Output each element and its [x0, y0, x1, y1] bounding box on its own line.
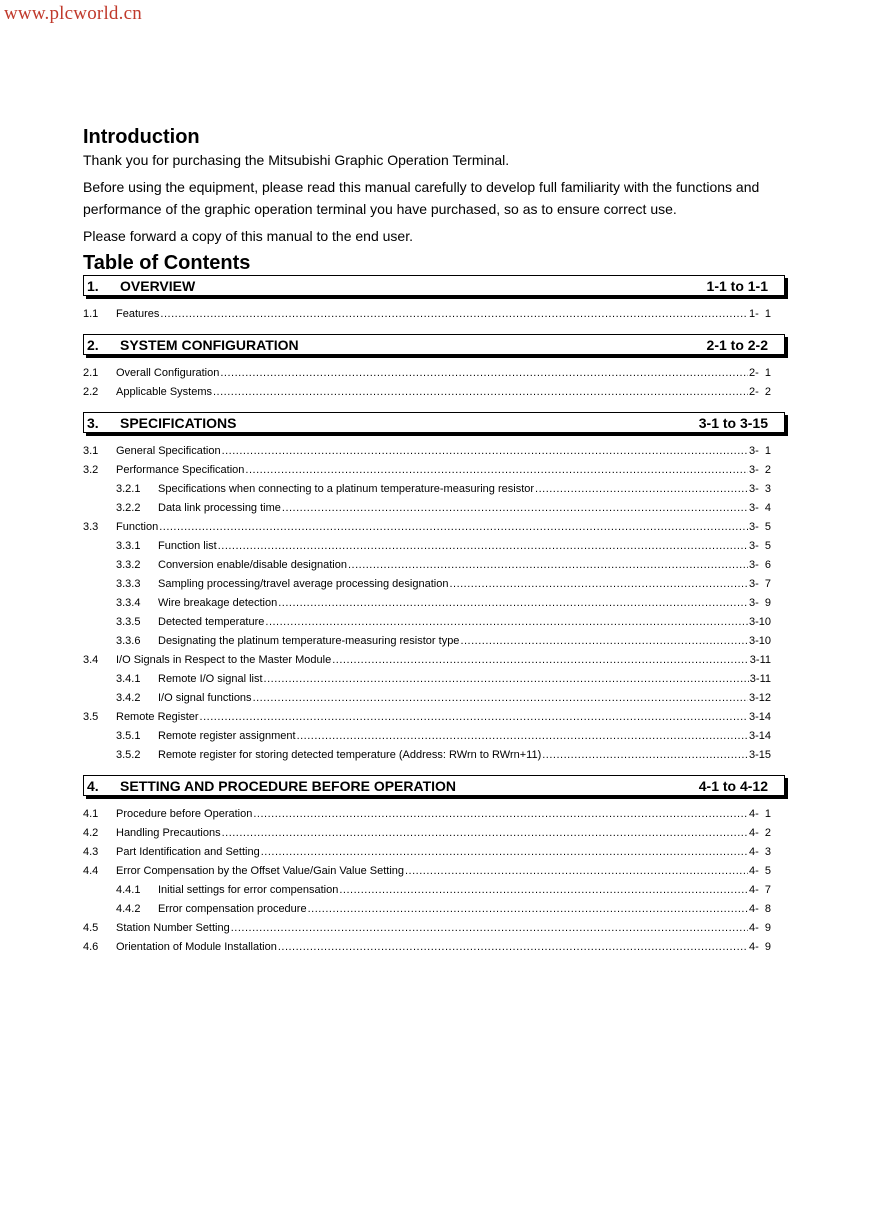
entry-page-number: 3- 4	[748, 502, 771, 514]
entry-title: Remote I/O signal list	[158, 673, 263, 685]
dot-leader	[535, 480, 748, 499]
toc-section-entry[interactable]	[83, 305, 771, 324]
entry-number: 3.3	[83, 521, 99, 533]
entry-page-number: 1- 1	[748, 308, 771, 320]
dot-leader	[282, 499, 748, 518]
entry-title: Designating the platinum temperature-measuring resistor type	[158, 635, 460, 647]
entry-title: Conversion enable/disable designation	[158, 559, 347, 571]
entry-number: 3.1	[83, 445, 99, 457]
dot-leader	[231, 919, 748, 938]
dot-leader	[159, 518, 748, 537]
chapter-title: SYSTEM CONFIGURATION	[120, 336, 299, 353]
toc-section-entry[interactable]	[83, 442, 771, 461]
entry-title: Wire breakage detection	[158, 597, 278, 609]
chapter-spacer	[83, 957, 793, 967]
entry-page-number: 3- 3	[748, 483, 771, 495]
dot-leader	[213, 383, 748, 402]
entry-title: Function	[116, 521, 159, 533]
toc-title: Table of Contents	[83, 252, 251, 274]
entry-number: 3.3.4	[116, 597, 141, 609]
entry-page-number: 4- 2	[748, 827, 771, 839]
chapter-title: SPECIFICATIONS	[120, 414, 237, 431]
toc-subsection-entry[interactable]	[83, 594, 771, 613]
toc-chapter	[83, 775, 793, 967]
entry-number: 3.3.3	[116, 578, 141, 590]
toc-chapter	[83, 412, 793, 775]
chapter-spacer	[83, 402, 793, 412]
entry-page-number: 4- 9	[748, 941, 771, 953]
entry-title: Remote Register	[116, 711, 199, 723]
dot-leader	[220, 364, 748, 383]
toc-subsection-entry[interactable]	[83, 480, 771, 499]
toc-subsection-entry[interactable]	[83, 727, 771, 746]
entry-number: 4.1	[83, 808, 99, 820]
entry-number: 4.4.2	[116, 903, 141, 915]
entry-number: 3.3.5	[116, 616, 141, 628]
entry-page-number: 2- 1	[748, 367, 771, 379]
toc-subsection-entry[interactable]	[83, 499, 771, 518]
entry-title: Detected temperature	[158, 616, 265, 628]
entry-number: 3.2.1	[116, 483, 141, 495]
entry-number: 3.4.2	[116, 692, 141, 704]
entry-page-number: 3-15	[748, 749, 771, 761]
toc-subsection-entry[interactable]	[83, 575, 771, 594]
toc-subsection-entry[interactable]	[83, 900, 771, 919]
entry-title: Remote register assignment	[158, 730, 296, 742]
entry-number: 3.3.1	[116, 540, 141, 552]
entry-title: Part Identification and Setting	[116, 846, 260, 858]
entry-page-number: 3- 5	[748, 521, 771, 533]
entry-title: Sampling processing/travel average processing designation	[158, 578, 449, 590]
dot-leader	[218, 537, 748, 556]
entry-number: 3.5.2	[116, 749, 141, 761]
dot-leader	[253, 805, 748, 824]
entry-title: Applicable Systems	[116, 386, 212, 398]
dot-leader	[245, 461, 748, 480]
toc-section-entry[interactable]	[83, 364, 771, 383]
entry-title: Function list	[158, 540, 217, 552]
entry-title: Station Number Setting	[116, 922, 230, 934]
toc-subsection-entry[interactable]	[83, 613, 771, 632]
dot-leader	[222, 442, 748, 461]
entry-page-number: 4- 7	[748, 884, 771, 896]
intro-paragraph: Thank you for purchasing the Mitsubishi Graphic Operation Terminal.	[83, 152, 510, 168]
entry-number: 3.5	[83, 711, 99, 723]
entry-number: 1.1	[83, 308, 99, 320]
toc-section-entry[interactable]	[83, 862, 771, 881]
intro-title: Introduction	[83, 126, 200, 148]
intro-paragraph: Please forward a copy of this manual to the end user.	[83, 228, 413, 244]
entry-number: 2.2	[83, 386, 99, 398]
toc-subsection-entry[interactable]	[83, 746, 771, 765]
table-of-contents	[83, 275, 793, 967]
entry-number: 3.3.6	[116, 635, 141, 647]
chapter-page-range: 4-1 to 4-12	[698, 777, 768, 794]
entry-number: 3.4.1	[116, 673, 141, 685]
chapter-heading[interactable]	[83, 334, 785, 355]
entry-page-number: 2- 2	[748, 386, 771, 398]
dot-leader	[261, 843, 748, 862]
toc-chapter	[83, 334, 793, 412]
entry-number: 4.2	[83, 827, 99, 839]
toc-section-entry[interactable]	[83, 651, 771, 670]
entry-page-number: 3- 9	[748, 597, 771, 609]
entry-number: 3.3.2	[116, 559, 141, 571]
chapter-spacer	[83, 324, 793, 334]
entry-title: Specifications when connecting to a platinum temperature-measuring resistor	[158, 483, 535, 495]
entry-number: 3.5.1	[116, 730, 141, 742]
entry-title: Handling Precautions	[116, 827, 221, 839]
entry-page-number: 4- 8	[748, 903, 771, 915]
chapter-number: 3.	[87, 414, 99, 431]
toc-subsection-entry[interactable]	[83, 556, 771, 575]
dot-leader	[332, 651, 749, 670]
entry-title: Error Compensation by the Offset Value/Gain Value Setting	[116, 865, 404, 877]
chapter-title: SETTING AND PROCEDURE BEFORE OPERATION	[120, 777, 457, 794]
entry-number: 4.5	[83, 922, 99, 934]
entry-number: 3.4	[83, 654, 99, 666]
entry-title: Data link processing time	[158, 502, 281, 514]
entry-page-number: 4- 9	[748, 922, 771, 934]
entry-title: I/O signal functions	[158, 692, 252, 704]
entry-title: Remote register for storing detected temperature (Address: RWrn to RWrn+11)	[158, 749, 542, 761]
intro-paragraph: Before using the equipment, please read this manual carefully to develop full familiarity with the functions and performance of the graphic operation terminal you have purchased, so as to ensure correct use.	[83, 179, 760, 217]
dot-leader	[160, 305, 748, 324]
dot-leader	[265, 613, 748, 632]
toc-section-entry[interactable]	[83, 518, 771, 537]
toc-section-entry[interactable]	[83, 805, 771, 824]
entry-page-number: 3- 2	[748, 464, 771, 476]
entry-number: 4.6	[83, 941, 99, 953]
entry-page-number: 3-12	[748, 692, 771, 704]
entry-page-number: 4- 3	[748, 846, 771, 858]
toc-subsection-entry[interactable]	[83, 689, 771, 708]
entry-title: Error compensation procedure	[158, 903, 307, 915]
entry-title: Overall Configuration	[116, 367, 220, 379]
entry-number: 2.1	[83, 367, 99, 379]
chapter-heading[interactable]	[83, 275, 785, 296]
entry-page-number: 3- 7	[748, 578, 771, 590]
toc-section-entry[interactable]	[83, 938, 771, 957]
entry-title: I/O Signals in Respect to the Master Module	[116, 654, 332, 666]
entry-page-number: 3-10	[748, 616, 771, 628]
entry-title: General Specification	[116, 445, 221, 457]
toc-subsection-entry[interactable]	[83, 881, 771, 900]
chapter-page-range: 1-1 to 1-1	[706, 277, 768, 294]
entry-number: 3.2.2	[116, 502, 141, 514]
entry-title: Procedure before Operation	[116, 808, 253, 820]
entry-page-number: 3-10	[748, 635, 771, 647]
chapter-number: 4.	[87, 777, 99, 794]
page-content	[83, 126, 793, 967]
toc-subsection-entry[interactable]	[83, 632, 771, 651]
dot-leader	[308, 900, 748, 919]
chapter-number: 2.	[87, 336, 99, 353]
entry-title: Features	[116, 308, 160, 320]
entry-page-number: 3-14	[748, 711, 771, 723]
dot-leader	[297, 727, 748, 746]
entry-page-number: 3- 6	[748, 559, 771, 571]
chapter-title: OVERVIEW	[120, 277, 196, 294]
entry-number: 4.3	[83, 846, 99, 858]
entry-page-number: 3- 5	[748, 540, 771, 552]
toc-section-entry[interactable]	[83, 461, 771, 480]
toc-section-entry[interactable]	[83, 824, 771, 843]
dot-leader	[542, 746, 748, 765]
dot-leader	[339, 881, 748, 900]
dot-leader	[200, 708, 748, 727]
entry-page-number: 3-11	[749, 673, 771, 685]
dot-leader	[264, 670, 749, 689]
dot-leader	[405, 862, 748, 881]
toc-section-entry[interactable]	[83, 708, 771, 727]
dot-leader	[348, 556, 748, 575]
toc-section-entry[interactable]	[83, 919, 771, 938]
entry-page-number: 3- 1	[748, 445, 771, 457]
chapter-page-range: 3-1 to 3-15	[698, 414, 768, 431]
chapter-spacer	[83, 765, 793, 775]
toc-section-entry[interactable]	[83, 383, 771, 402]
toc-subsection-entry[interactable]	[83, 670, 771, 689]
dot-leader	[222, 824, 748, 843]
entry-number: 4.4.1	[116, 884, 141, 896]
dot-leader	[278, 594, 748, 613]
dot-leader	[253, 689, 748, 708]
entry-page-number: 4- 5	[748, 865, 771, 877]
dot-leader	[278, 938, 748, 957]
watermark: www.plcworld.cn	[4, 3, 142, 24]
toc-section-entry[interactable]	[83, 843, 771, 862]
dot-leader	[449, 575, 748, 594]
entry-number: 3.2	[83, 464, 99, 476]
entry-page-number: 3-14	[748, 730, 771, 742]
chapter-heading[interactable]	[83, 412, 785, 433]
toc-subsection-entry[interactable]	[83, 537, 771, 556]
toc-chapter	[83, 275, 793, 334]
entry-page-number: 3-11	[749, 654, 771, 666]
entry-title: Orientation of Module Installation	[116, 941, 277, 953]
entry-title: Initial settings for error compensation	[158, 884, 339, 896]
entry-number: 4.4	[83, 865, 99, 877]
chapter-heading[interactable]	[83, 775, 785, 796]
entry-page-number: 4- 1	[748, 808, 771, 820]
entry-title: Performance Specification	[116, 464, 245, 476]
chapter-number: 1.	[87, 277, 99, 294]
dot-leader	[460, 632, 748, 651]
chapter-page-range: 2-1 to 2-2	[706, 336, 768, 353]
